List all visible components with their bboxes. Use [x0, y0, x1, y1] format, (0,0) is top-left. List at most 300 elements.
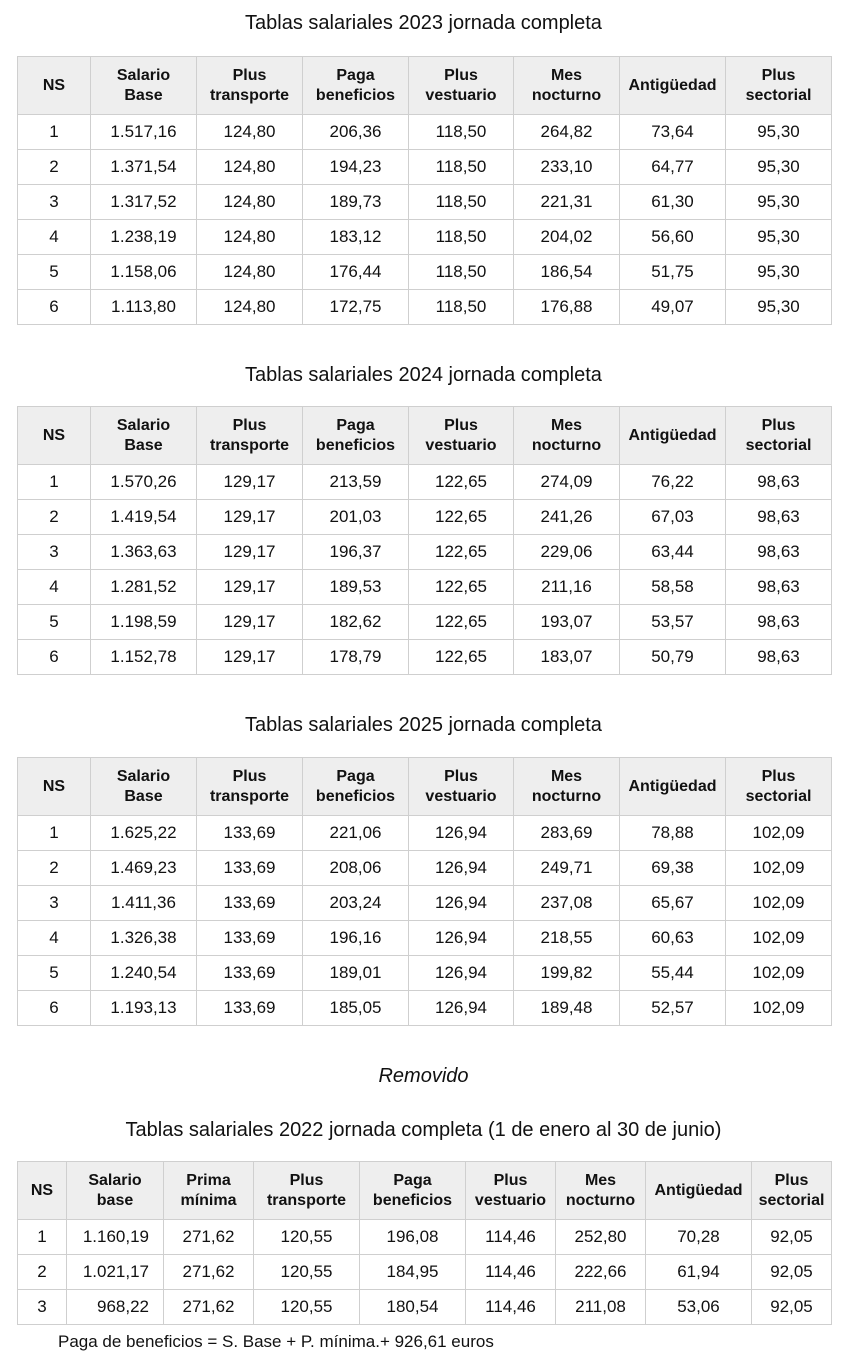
- table-cell: 129,17: [197, 640, 303, 675]
- table-row: [18, 150, 832, 185]
- column-header: [409, 407, 514, 465]
- table-cell: 58,58: [620, 570, 726, 605]
- table-cell: 98,63: [726, 535, 832, 570]
- column-header: [197, 57, 303, 115]
- column-header-line: vestuario: [425, 436, 497, 454]
- table-cell: 61,94: [646, 1255, 752, 1290]
- table-cell: 1.570,26: [91, 465, 197, 500]
- column-header-line: beneficios: [315, 787, 396, 805]
- table-cell: 221,06: [303, 816, 409, 851]
- table-cell: 1.193,13: [91, 991, 197, 1026]
- table-cell: 118,50: [409, 290, 514, 325]
- table-body: [18, 115, 832, 325]
- salary-table-2025: [17, 757, 832, 1026]
- table-cell: 189,53: [303, 570, 409, 605]
- table-cell: 2: [18, 1255, 67, 1290]
- table-body: [18, 465, 832, 675]
- table-cell: 133,69: [197, 851, 303, 886]
- removed-label: Removido: [378, 1065, 469, 1087]
- table-cell: 183,12: [303, 220, 409, 255]
- table-cell: 196,37: [303, 535, 409, 570]
- table-cell: 61,30: [620, 185, 726, 220]
- table-cell: 968,22: [67, 1290, 164, 1325]
- column-header-line: Plus: [493, 1171, 528, 1189]
- table-cell: 126,94: [409, 921, 514, 956]
- table-cell: 67,03: [620, 500, 726, 535]
- column-header-line: beneficios: [315, 436, 396, 454]
- table-cell: 222,66: [556, 1255, 646, 1290]
- table-cell: 274,09: [514, 465, 620, 500]
- column-header-line: Mes: [550, 767, 583, 785]
- table-cell: 126,94: [409, 886, 514, 921]
- table-cell: 120,55: [254, 1290, 360, 1325]
- table-cell: 233,10: [514, 150, 620, 185]
- column-header-line: nocturno: [531, 787, 602, 805]
- table-cell: 1.238,19: [91, 220, 197, 255]
- column-header: [726, 407, 832, 465]
- table-cell: 133,69: [197, 991, 303, 1026]
- table-cell: 229,06: [514, 535, 620, 570]
- table-cell: 118,50: [409, 185, 514, 220]
- column-header: [18, 1162, 67, 1220]
- column-header-line: vestuario: [425, 86, 497, 104]
- table-cell: 1: [18, 465, 91, 500]
- column-header-line: NS: [30, 1181, 54, 1199]
- column-header-line: NS: [42, 76, 66, 94]
- column-header-line: Plus: [761, 416, 796, 434]
- table-row: [18, 465, 832, 500]
- column-header-line: Base: [124, 787, 163, 805]
- column-header-line: Prima: [186, 1171, 231, 1189]
- table-cell: 189,48: [514, 991, 620, 1026]
- table-cell: 204,02: [514, 220, 620, 255]
- table-cell: 53,57: [620, 605, 726, 640]
- table-cell: 120,55: [254, 1255, 360, 1290]
- table-row: [18, 991, 832, 1026]
- table-row: [18, 605, 832, 640]
- table-cell: 4: [18, 570, 91, 605]
- column-header: [646, 1162, 752, 1220]
- table-cell: 193,07: [514, 605, 620, 640]
- column-header-line: Paga: [336, 416, 375, 434]
- table-cell: 122,65: [409, 605, 514, 640]
- table-cell: 95,30: [726, 150, 832, 185]
- table-cell: 196,16: [303, 921, 409, 956]
- table-cell: 3: [18, 1290, 67, 1325]
- table-header: [18, 1162, 832, 1220]
- table-cell: 252,80: [556, 1220, 646, 1255]
- table-header: [18, 407, 832, 465]
- table-cell: 118,50: [409, 115, 514, 150]
- table-cell: 98,63: [726, 500, 832, 535]
- table-cell: 5: [18, 255, 91, 290]
- table-row: [18, 886, 832, 921]
- table-cell: 1.113,80: [91, 290, 197, 325]
- column-header: [18, 57, 91, 115]
- column-header: [91, 57, 197, 115]
- table-cell: 63,44: [620, 535, 726, 570]
- table-cell: 102,09: [726, 816, 832, 851]
- table-cell: 6: [18, 991, 91, 1026]
- table-cell: 172,75: [303, 290, 409, 325]
- table-cell: 76,22: [620, 465, 726, 500]
- table-cell: 1.281,52: [91, 570, 197, 605]
- table-cell: 133,69: [197, 886, 303, 921]
- table-cell: 50,79: [620, 640, 726, 675]
- column-header: [91, 407, 197, 465]
- title-2025: Tablas salariales 2025 jornada completa: [245, 714, 602, 736]
- table-row: [18, 1290, 832, 1325]
- table-row: [18, 500, 832, 535]
- table-row: [18, 921, 832, 956]
- table-cell: 218,55: [514, 921, 620, 956]
- table-cell: 1.160,19: [67, 1220, 164, 1255]
- salary-table-2023: [17, 56, 832, 325]
- column-header-line: Antigüedad: [654, 1181, 743, 1199]
- column-header-line: Plus: [444, 66, 478, 84]
- table-cell: 120,55: [254, 1220, 360, 1255]
- column-header: [620, 758, 726, 816]
- table-cell: 184,95: [360, 1255, 466, 1290]
- table-cell: 55,44: [620, 956, 726, 991]
- table-cell: 98,63: [726, 570, 832, 605]
- column-header: [360, 1162, 466, 1220]
- column-header: [91, 758, 197, 816]
- column-header: [197, 758, 303, 816]
- column-header-line: Plus: [761, 767, 796, 785]
- table-cell: 126,94: [409, 851, 514, 886]
- title-2024: Tablas salariales 2024 jornada completa: [245, 364, 602, 386]
- column-header-line: Antigüedad: [628, 76, 717, 94]
- column-header-line: transporte: [209, 787, 290, 805]
- table-cell: 1.419,54: [91, 500, 197, 535]
- column-header-line: Mes: [550, 66, 583, 84]
- column-header: [409, 57, 514, 115]
- table-cell: 178,79: [303, 640, 409, 675]
- table-row: [18, 115, 832, 150]
- table-cell: 73,64: [620, 115, 726, 150]
- table-cell: 189,01: [303, 956, 409, 991]
- column-header: [303, 758, 409, 816]
- table-cell: 60,63: [620, 921, 726, 956]
- table-cell: 95,30: [726, 255, 832, 290]
- column-header-line: sectorial: [745, 436, 812, 454]
- column-header-line: Paga: [336, 767, 375, 785]
- salary-table-2024: [17, 406, 832, 675]
- table-row: [18, 535, 832, 570]
- table-cell: 92,05: [752, 1220, 832, 1255]
- table-cell: 129,17: [197, 570, 303, 605]
- table-cell: 102,09: [726, 886, 832, 921]
- column-header-line: Plus: [761, 66, 796, 84]
- table-cell: 201,03: [303, 500, 409, 535]
- table-row: [18, 956, 832, 991]
- table-cell: 126,94: [409, 991, 514, 1026]
- table-cell: 1.469,23: [91, 851, 197, 886]
- table-cell: 78,88: [620, 816, 726, 851]
- column-header-line: Base: [124, 436, 163, 454]
- table-cell: 51,75: [620, 255, 726, 290]
- table-cell: 92,05: [752, 1255, 832, 1290]
- table-cell: 264,82: [514, 115, 620, 150]
- table-cell: 2: [18, 851, 91, 886]
- column-header: [197, 407, 303, 465]
- column-header-line: Base: [124, 86, 163, 104]
- table-cell: 283,69: [514, 816, 620, 851]
- column-header: [514, 57, 620, 115]
- column-header-line: Paga: [393, 1171, 432, 1189]
- column-header-line: Antigüedad: [628, 777, 717, 795]
- table-cell: 124,80: [197, 115, 303, 150]
- column-header: [620, 407, 726, 465]
- column-header-line: Salario: [116, 66, 171, 84]
- table-cell: 4: [18, 921, 91, 956]
- column-header: [164, 1162, 254, 1220]
- column-header: [303, 57, 409, 115]
- table-cell: 221,31: [514, 185, 620, 220]
- column-header-line: Plus: [444, 767, 478, 785]
- table-cell: 1.021,17: [67, 1255, 164, 1290]
- table-body: [18, 1220, 832, 1325]
- table-cell: 203,24: [303, 886, 409, 921]
- table-cell: 241,26: [514, 500, 620, 535]
- column-header-line: Plus: [289, 1171, 324, 1189]
- column-header-line: transporte: [209, 436, 290, 454]
- table-cell: 5: [18, 605, 91, 640]
- table-cell: 49,07: [620, 290, 726, 325]
- table-cell: 211,16: [514, 570, 620, 605]
- column-header: [726, 758, 832, 816]
- table-cell: 4: [18, 220, 91, 255]
- table-cell: 122,65: [409, 500, 514, 535]
- table-cell: 126,94: [409, 816, 514, 851]
- table-cell: 114,46: [466, 1220, 556, 1255]
- column-header: [752, 1162, 832, 1220]
- column-header: [466, 1162, 556, 1220]
- column-header-line: Plus: [444, 416, 478, 434]
- table-cell: 124,80: [197, 220, 303, 255]
- column-header-line: Plus: [232, 767, 267, 785]
- column-header-line: transporte: [209, 86, 290, 104]
- table-cell: 194,23: [303, 150, 409, 185]
- column-header: [18, 407, 91, 465]
- table-cell: 129,17: [197, 535, 303, 570]
- table-cell: 1.198,59: [91, 605, 197, 640]
- table-cell: 1.158,06: [91, 255, 197, 290]
- table-cell: 124,80: [197, 185, 303, 220]
- column-header: [514, 758, 620, 816]
- table-cell: 183,07: [514, 640, 620, 675]
- table-row: [18, 185, 832, 220]
- table-cell: 3: [18, 886, 91, 921]
- column-header: [409, 758, 514, 816]
- table-cell: 52,57: [620, 991, 726, 1026]
- table-cell: 1.326,38: [91, 921, 197, 956]
- table-header: [18, 758, 832, 816]
- table-cell: 102,09: [726, 991, 832, 1026]
- table-cell: 271,62: [164, 1290, 254, 1325]
- column-header: [726, 57, 832, 115]
- table-cell: 213,59: [303, 465, 409, 500]
- column-header-line: Salario: [88, 1171, 142, 1189]
- table-cell: 133,69: [197, 921, 303, 956]
- table-cell: 98,63: [726, 605, 832, 640]
- column-header-line: base: [96, 1191, 134, 1209]
- table-cell: 98,63: [726, 640, 832, 675]
- table-cell: 118,50: [409, 220, 514, 255]
- column-header-line: beneficios: [372, 1191, 453, 1209]
- column-header-line: transporte: [266, 1191, 347, 1209]
- table-cell: 95,30: [726, 220, 832, 255]
- table-cell: 176,88: [514, 290, 620, 325]
- table-cell: 69,38: [620, 851, 726, 886]
- table-row: [18, 1220, 832, 1255]
- table-cell: 271,62: [164, 1220, 254, 1255]
- table-cell: 1.371,54: [91, 150, 197, 185]
- column-header-line: Antigüedad: [628, 426, 717, 444]
- table-cell: 1: [18, 816, 91, 851]
- table-cell: 1: [18, 1220, 67, 1255]
- table-cell: 95,30: [726, 290, 832, 325]
- table-cell: 237,08: [514, 886, 620, 921]
- column-header: [556, 1162, 646, 1220]
- table-cell: 124,80: [197, 255, 303, 290]
- table-cell: 271,62: [164, 1255, 254, 1290]
- table-row: [18, 290, 832, 325]
- table-cell: 98,63: [726, 465, 832, 500]
- table-cell: 122,65: [409, 535, 514, 570]
- table-cell: 1: [18, 115, 91, 150]
- table-cell: 199,82: [514, 956, 620, 991]
- table-cell: 1.517,16: [91, 115, 197, 150]
- column-header: [254, 1162, 360, 1220]
- column-header-line: sectorial: [745, 86, 812, 104]
- table-cell: 56,60: [620, 220, 726, 255]
- column-header-line: Paga: [336, 66, 375, 84]
- table-cell: 180,54: [360, 1290, 466, 1325]
- title-2022: Tablas salariales 2022 jornada completa (1 de enero al 30 de junio): [125, 1119, 722, 1141]
- table-cell: 114,46: [466, 1255, 556, 1290]
- table-cell: 3: [18, 185, 91, 220]
- table-cell: 206,36: [303, 115, 409, 150]
- table-cell: 185,05: [303, 991, 409, 1026]
- table-cell: 53,06: [646, 1290, 752, 1325]
- table-cell: 102,09: [726, 921, 832, 956]
- column-header-line: sectorial: [758, 1191, 825, 1209]
- table-cell: 122,65: [409, 640, 514, 675]
- table-cell: 1.363,63: [91, 535, 197, 570]
- table-cell: 5: [18, 956, 91, 991]
- table-cell: 102,09: [726, 851, 832, 886]
- column-header-line: vestuario: [474, 1191, 547, 1209]
- column-header-line: Plus: [232, 416, 267, 434]
- table-cell: 1.625,22: [91, 816, 197, 851]
- table-cell: 65,67: [620, 886, 726, 921]
- table-row: [18, 220, 832, 255]
- table-cell: 133,69: [197, 956, 303, 991]
- table-row: [18, 255, 832, 290]
- table-cell: 6: [18, 290, 91, 325]
- table-cell: 6: [18, 640, 91, 675]
- table-cell: 124,80: [197, 290, 303, 325]
- table-cell: 186,54: [514, 255, 620, 290]
- table-cell: 176,44: [303, 255, 409, 290]
- table-cell: 129,17: [197, 465, 303, 500]
- table-body: [18, 816, 832, 1026]
- column-header-line: NS: [42, 426, 66, 444]
- column-header-line: beneficios: [315, 86, 396, 104]
- table-cell: 1.317,52: [91, 185, 197, 220]
- column-header-line: Mes: [550, 416, 583, 434]
- table-cell: 2: [18, 150, 91, 185]
- salary-table-2022: [17, 1161, 832, 1325]
- table-cell: 1.152,78: [91, 640, 197, 675]
- column-header-line: Plus: [232, 66, 267, 84]
- table-cell: 122,65: [409, 570, 514, 605]
- table-cell: 129,17: [197, 605, 303, 640]
- column-header-line: nocturno: [531, 436, 602, 454]
- table-cell: 1.240,54: [91, 956, 197, 991]
- title-2023: Tablas salariales 2023 jornada completa: [245, 12, 602, 34]
- table-cell: 118,50: [409, 255, 514, 290]
- table-row: [18, 1255, 832, 1290]
- table-cell: 189,73: [303, 185, 409, 220]
- column-header-line: nocturno: [531, 86, 602, 104]
- table-header: [18, 57, 832, 115]
- table-cell: 118,50: [409, 150, 514, 185]
- table-cell: 126,94: [409, 956, 514, 991]
- column-header-line: Salario: [116, 416, 171, 434]
- table-cell: 196,08: [360, 1220, 466, 1255]
- table-cell: 95,30: [726, 185, 832, 220]
- column-header-line: sectorial: [745, 787, 812, 805]
- table-cell: 1.411,36: [91, 886, 197, 921]
- table-cell: 3: [18, 535, 91, 570]
- table-row: [18, 851, 832, 886]
- column-header: [514, 407, 620, 465]
- table-cell: 95,30: [726, 115, 832, 150]
- table-cell: 122,65: [409, 465, 514, 500]
- table-cell: 129,17: [197, 500, 303, 535]
- table-cell: 70,28: [646, 1220, 752, 1255]
- table-cell: 208,06: [303, 851, 409, 886]
- table-cell: 64,77: [620, 150, 726, 185]
- column-header-line: nocturno: [565, 1191, 636, 1209]
- footnote: Paga de beneficios = S. Base + P. mínima.+ 926,61 euros: [58, 1332, 494, 1351]
- column-header-line: mínima: [180, 1191, 237, 1209]
- table-cell: 133,69: [197, 816, 303, 851]
- column-header-line: Salario: [116, 767, 171, 785]
- table-cell: 102,09: [726, 956, 832, 991]
- table-row: [18, 816, 832, 851]
- column-header-line: vestuario: [425, 787, 497, 805]
- table-cell: 182,62: [303, 605, 409, 640]
- table-row: [18, 570, 832, 605]
- table-cell: 92,05: [752, 1290, 832, 1325]
- column-header: [303, 407, 409, 465]
- table-cell: 124,80: [197, 150, 303, 185]
- table-cell: 2: [18, 500, 91, 535]
- column-header-line: NS: [42, 777, 66, 795]
- table-cell: 249,71: [514, 851, 620, 886]
- table-cell: 114,46: [466, 1290, 556, 1325]
- table-cell: 211,08: [556, 1290, 646, 1325]
- column-header: [18, 758, 91, 816]
- column-header-line: Plus: [774, 1171, 809, 1189]
- column-header-line: Mes: [584, 1171, 617, 1189]
- column-header: [620, 57, 726, 115]
- column-header: [67, 1162, 164, 1220]
